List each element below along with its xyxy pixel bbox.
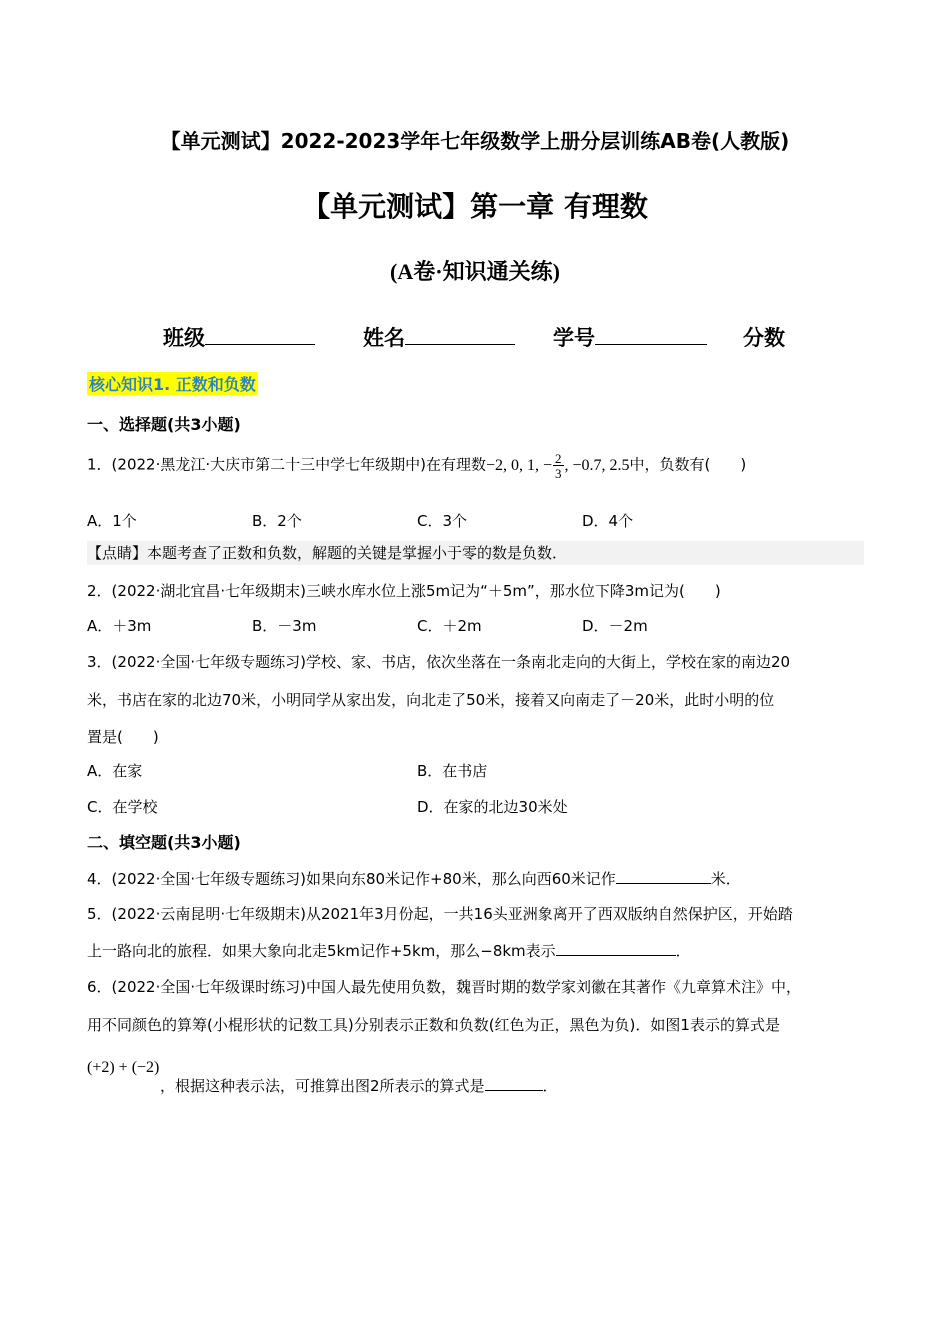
id-label: 学号 xyxy=(553,326,595,350)
q5-line2-wrap xyxy=(87,940,691,961)
q1-frac-num: 2 xyxy=(555,451,562,466)
q3-line2: 米，书店在家的北边70米，小明同学从家出发，向北走了50米，接着又向南走了－20米，此时小明的位 xyxy=(87,691,775,709)
section1-title: 一、选择题(共3小题) xyxy=(87,415,241,434)
q1-math xyxy=(485,451,630,481)
q1-frac-den: 3 xyxy=(555,466,562,481)
core-knowledge-heading: 核心知识1. 正数和负数 xyxy=(87,372,258,395)
question-4 xyxy=(87,868,741,889)
q4-suffix: 米． xyxy=(710,870,741,888)
q1-prefix: 1．(2022·黑龙江·大庆市第二十三中学七年级期中)在有理数 xyxy=(87,455,486,474)
q2-option-d: D．－2m xyxy=(582,617,648,635)
q5-blank xyxy=(556,941,676,956)
class-field xyxy=(163,322,315,352)
q1-option-d: D．4个 xyxy=(582,512,634,530)
volume-title: (A卷·知识通关练) xyxy=(390,259,560,284)
score-label: 分数 xyxy=(743,326,785,350)
id-field xyxy=(553,322,707,352)
q5-line2: 上一路向北的旅程．如果大象向北走5km记作+5km，那么−8km表示 xyxy=(87,942,556,960)
q3-option-c: C．在学校 xyxy=(87,798,158,816)
q1-math-post: , −0.7, 2.5 xyxy=(564,456,630,474)
q6-line3: ，根据这种表示法，可推算出图2所表示的算式是 xyxy=(160,1077,485,1095)
score-field xyxy=(743,322,785,352)
q6-suffix: ． xyxy=(542,1077,558,1095)
tip-text: 【点睛】本题考查了正数和负数，解题的关键是掌握小于零的数是负数． xyxy=(87,544,568,562)
q6-line1: 6．(2022·全国·七年级课时练习)中国人最先使用负数，魏晋时期的数学家刘徽在其著作《九章算术注》中， xyxy=(87,978,801,996)
q1-math-pre: −2, 0, 1, − xyxy=(485,456,553,474)
q4-blank xyxy=(616,869,711,884)
series-title: 【单元测试】2022-2023学年七年级数学上册分层训练AB卷(人教版) xyxy=(160,129,790,153)
q3-line1: 3．(2022·全国·七年级专题练习)学校、家、书店，依次坐落在一条南北走向的大街上，学校在家的南边20 xyxy=(87,653,791,671)
q1-fraction xyxy=(553,452,564,480)
q3-option-b: B．在书店 xyxy=(417,762,488,780)
name-blank xyxy=(405,324,515,345)
q2-option-a: A．＋3m xyxy=(87,617,152,635)
q1-option-c: C．3个 xyxy=(417,512,468,530)
q4-text: 4．(2022·全国·七年级专题练习)如果向东80米记作+80米，那么向西60米记作 xyxy=(87,870,616,888)
q3-option-a: A．在家 xyxy=(87,762,143,780)
q3-line3: 置是( ) xyxy=(87,728,159,746)
q1-option-a: A．1个 xyxy=(87,512,137,530)
q5-line1: 5．(2022·云南昆明·七年级期末)从2021年3月份起，一共16头亚洲象离开了西双版纳自然保护区，开始踏 xyxy=(87,905,793,923)
q2-option-c: C．＋2m xyxy=(417,617,482,635)
q2-option-b: B．－3m xyxy=(252,617,317,635)
name-label: 姓名 xyxy=(363,326,405,350)
question-2: 2．(2022·湖北宜昌·七年级期末)三峡水库水位上涨5m记为“＋5m”，那水位下降3m记为( ) xyxy=(87,582,721,600)
section2-title: 二、填空题(共3小题) xyxy=(87,833,241,852)
q5-suffix: ． xyxy=(675,942,691,960)
chapter-title: 【单元测试】第一章 有理数 xyxy=(302,190,648,223)
q3-option-d: D．在家的北边30米处 xyxy=(417,798,568,816)
q6-math: (+2) + (−2) xyxy=(87,1059,160,1076)
name-field xyxy=(363,322,515,352)
class-label: 班级 xyxy=(163,326,205,350)
q1-suffix: 中，负数有( ) xyxy=(629,455,747,474)
tip-box xyxy=(87,541,864,565)
q6-blank xyxy=(485,1076,543,1091)
q6-line2: 用不同颜色的算筹(小棍形状的记数工具)分别表示正数和负数(红色为正，黑色为负)．如图1表示的算式是 xyxy=(87,1016,780,1034)
question-1 xyxy=(87,452,746,480)
class-blank xyxy=(205,324,315,345)
q6-line3-wrap xyxy=(160,1075,558,1096)
id-blank xyxy=(595,324,707,345)
q1-option-b: B．2个 xyxy=(252,512,302,530)
